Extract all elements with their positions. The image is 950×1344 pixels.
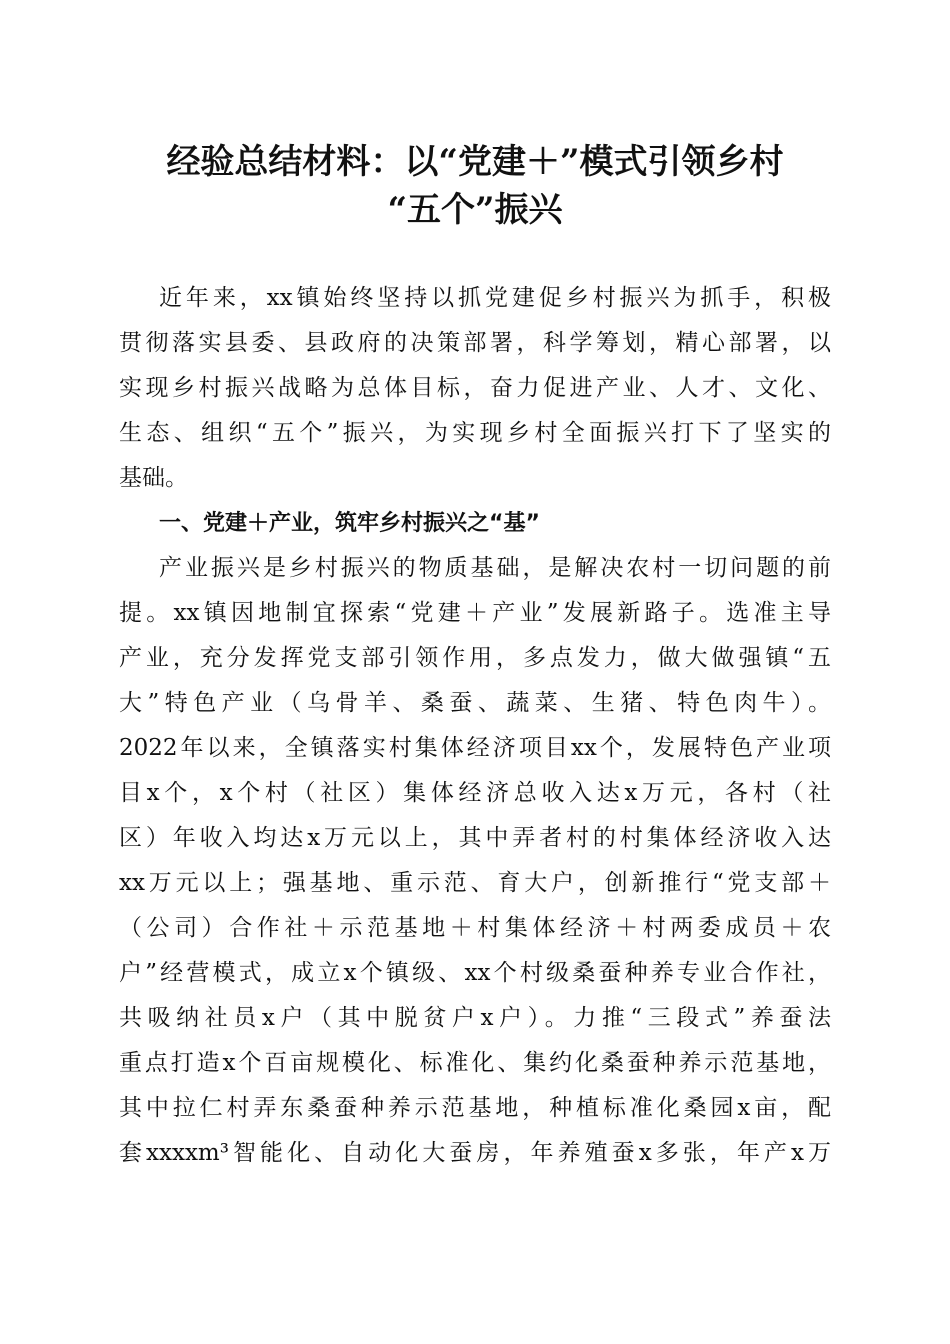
paragraph-2-line: 产业振兴是乡村振兴的物质基础，是解决农村一切问题的前	[159, 555, 831, 581]
document-title-line-1: 经验总结材料：以“党建＋”模式引领乡村	[166, 142, 784, 182]
paragraph-2-line: 大”特色产业（乌骨羊、桑蚕、蔬菜、生猪、特色肉牛）。	[119, 690, 831, 716]
document-title-line-2: “五个”振兴	[387, 190, 563, 230]
section-1-heading: 一、党建＋产业，筑牢乡村振兴之“基”	[159, 511, 540, 536]
paragraph-1-line: 贯彻落实县委、县政府的决策部署，科学筹划，精心部署，以	[119, 330, 831, 356]
paragraph-1-line: 实现乡村振兴战略为总体目标，奋力促进产业、人才、文化、	[119, 375, 831, 401]
paragraph-2-line: xx万元以上；强基地、重示范、育大户，创新推行“党支部＋	[119, 870, 831, 896]
paragraph-2-line: 重点打造x个百亩规模化、标准化、集约化桑蚕种养示范基地，	[119, 1050, 831, 1076]
paragraph-2-line: 套xxxxm³智能化、自动化大蚕房，年养殖蚕x多张，年产x万	[119, 1140, 831, 1166]
paragraph-2-line: 区）年收入均达x万元以上，其中弄者村的村集体经济收入达	[119, 825, 831, 851]
paragraph-2-line: 户”经营模式，成立x个镇级、xx个村级桑蚕种养专业合作社，	[119, 960, 831, 986]
paragraph-2-line: 共吸纳社员x户（其中脱贫户x户）。力推“三段式”养蚕法	[119, 1005, 831, 1031]
paragraph-2-line: 提。xx镇因地制宜探索“党建＋产业”发展新路子。选准主导	[119, 600, 831, 626]
paragraph-2-line: 2022年以来，全镇落实村集体经济项目xx个，发展特色产业项	[119, 735, 831, 761]
paragraph-1-line: 生态、组织“五个”振兴，为实现乡村全面振兴打下了坚实的	[119, 420, 831, 446]
document-body	[119, 276, 831, 1176]
paragraph-2-line: （公司）合作社＋示范基地＋村集体经济＋村两委成员＋农	[119, 915, 831, 941]
paragraph-2-line: 产业，充分发挥党支部引领作用，多点发力，做大做强镇“五	[119, 645, 831, 671]
paragraph-2-line: 其中拉仁村弄东桑蚕种养示范基地，种植标准化桑园x亩，配	[119, 1095, 831, 1121]
paragraph-1-line: 近年来，xx镇始终坚持以抓党建促乡村振兴为抓手，积极	[159, 285, 831, 311]
paragraph-2-line: 目x个，x个村（社区）集体经济总收入达x万元，各村（社	[119, 780, 831, 806]
paragraph-1-line: 基础。	[119, 465, 188, 491]
